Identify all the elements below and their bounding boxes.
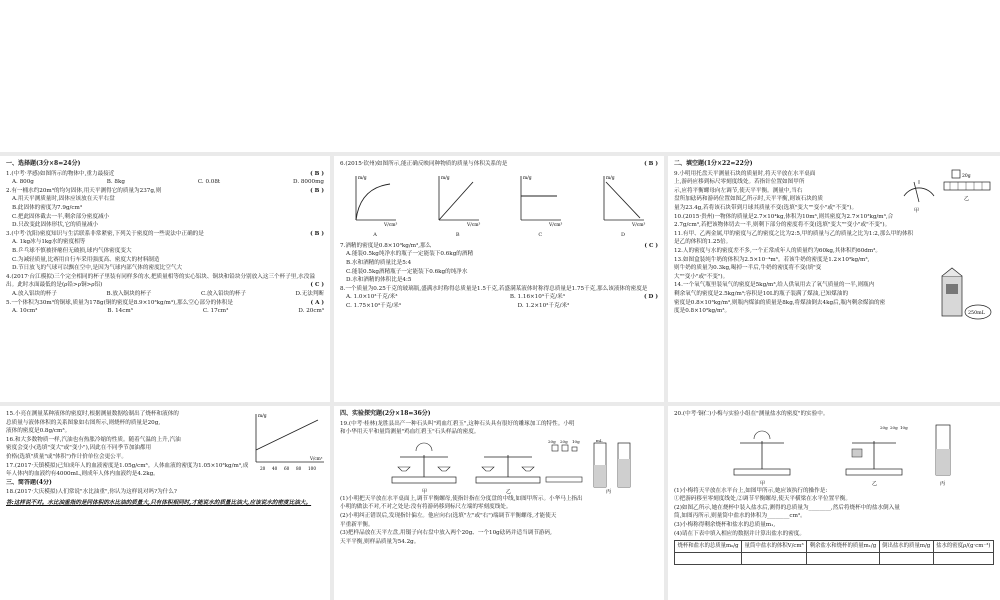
question-8-line-1: 8.一个质量为0.25千克的玻璃瓶,盛满水时称得总质量是1.5千克,若盛满某液体时称得总质量是1.75千克,那么该液体的密度是 ( D ) bbox=[340, 285, 658, 301]
q6-graph-row bbox=[340, 169, 658, 240]
svg-text:V/cm³: V/cm³ bbox=[549, 222, 563, 228]
balance-a bbox=[392, 443, 456, 495]
svg-text:V/cm³: V/cm³ bbox=[631, 222, 646, 228]
option-line: C.能装0.5kg酒精瓶子一定能装下0.6kg的纯净水 bbox=[346, 268, 468, 275]
svg-text:丙: 丙 bbox=[940, 480, 946, 487]
svg-text:m/g: m/g bbox=[605, 175, 615, 181]
question-stem: 1.(中考·孝感)如图所示的物体中,重力最接近 bbox=[6, 170, 115, 177]
question-8-options-1: A. 1.0×10³千克/米³ B. 1.16×10³千克/米³ bbox=[346, 294, 565, 301]
svg-text:20g: 20g bbox=[890, 424, 898, 430]
text-line: (3)把样品放在天平左盘,用镊子向右盘中放入两个20g、一个10g砝码并适当调节游码, bbox=[340, 530, 552, 537]
section-title: 一、选择题(3分×8=24分) bbox=[6, 160, 81, 167]
table-header: 倒出盐水的质量m/g bbox=[879, 541, 933, 553]
salt-water-figures bbox=[674, 419, 994, 487]
text-line: 15.小亮在测量某种液体的密度时,根据测量数据绘制出了烧杯和液体的 bbox=[6, 411, 179, 417]
data-table bbox=[674, 540, 994, 565]
option-line: D.只改变此固体形状,它的质量减小 bbox=[12, 222, 99, 229]
text-line: 18.(2017·大庆模拟)人们常说"水比油重",你认为这样说对吗?为什么? bbox=[6, 489, 177, 496]
text-line: 三、简答题(4分) bbox=[6, 478, 52, 486]
option: B. 8kg bbox=[106, 179, 125, 186]
question-3 bbox=[6, 230, 324, 239]
graph-d: m/g V/cm³ D bbox=[605, 175, 646, 239]
svg-text:60: 60 bbox=[284, 466, 290, 471]
svg-text:V/cm³: V/cm³ bbox=[384, 222, 398, 228]
svg-text:20g: 20g bbox=[962, 174, 971, 179]
option: B. 14cm³ bbox=[107, 308, 133, 315]
text-line: 大""变小"或"不变")。 bbox=[674, 273, 729, 280]
graduated-cylinders bbox=[594, 438, 630, 495]
text-line: 密度是0.8×10³kg/m³,则瓶内煤油的质量是8kg,将煤油倒去4kg后,瓶内剩余煤油的密 bbox=[674, 299, 886, 306]
text-line: 剩余氧气的密度是2.5kg/m³;容积是10L的瓶子装满了煤油,已知煤油的 bbox=[674, 290, 849, 297]
svg-text:m/g: m/g bbox=[523, 175, 532, 181]
text-line: 10.(2015·贵州)一物体的质量是2.7×10⁴kg,体积为10m³,则其密度为2.7×10³kg/m³,合 bbox=[674, 213, 894, 220]
text-line: 则牛奶的质量为0.3kg,喝掉一半后,牛奶的密度将不变(填"变 bbox=[674, 265, 822, 272]
text-line: 年人体内的血液约有4000mL,则成年人体内血液约是4.2kg。 bbox=[6, 471, 159, 478]
question-5 bbox=[6, 299, 324, 308]
svg-text:20: 20 bbox=[260, 466, 266, 471]
text-line: 上,游码应移到标尺零刻度线处。若指针位置如图甲所 bbox=[674, 179, 805, 186]
text-line: 价格(选填"质量"或"体积")作计价单位会更公平。 bbox=[6, 453, 127, 460]
option: C.放入铅块的杯子 bbox=[201, 290, 247, 297]
text-line: 盘所加砝码和游码位置如图乙所示时,天平平衡,则该石块的质 bbox=[674, 196, 823, 203]
text-line: 14.一个氧气瓶里装氧气的密度是5kg/m³,给人供氧用去了氧气质量的一半,则瓶内 bbox=[674, 282, 875, 289]
option: D. 8000mg bbox=[293, 179, 324, 186]
text-line: 密度会变小(选填"变大"或"变小"),因此在不同季节加油都用 bbox=[6, 445, 152, 452]
option-line: C.把此固体截去一半,剩余部分密度减小 bbox=[12, 213, 110, 220]
options-row bbox=[6, 307, 324, 316]
svg-text:m/g: m/g bbox=[358, 175, 367, 181]
table-cell[interactable] bbox=[807, 553, 880, 565]
svg-text:80: 80 bbox=[296, 466, 302, 471]
svg-text:100: 100 bbox=[308, 466, 316, 471]
question-stem: 4.(2017·台江模拟)三个完全相同的杯子里装有同样多的水,把质量相等的实心铝块、铜块和铅块分别放入这三个杯子里,水没溢出。此时水面最低的是(ρ铅>ρ铜>ρ铝) bbox=[6, 273, 315, 289]
option-line: C.为减轻质量,比赛用自行车采用强度高、密度大的材料制造 bbox=[12, 256, 160, 263]
text-line: 和小华用天平和量筒测量"鸡血红碧玉"石头样品的密度。 bbox=[340, 429, 480, 436]
question-6: 6.(2015·钦州)如图所示,能正确反映同种物质的质量与体积关系的是 ( B ) bbox=[340, 161, 658, 167]
option: B.放入铜块的杯子 bbox=[106, 290, 152, 297]
options-row bbox=[6, 178, 324, 187]
option: C. 17cm³ bbox=[202, 308, 229, 315]
balance-scale-figure bbox=[900, 168, 992, 214]
graph-b: m/g V/cm³ B bbox=[440, 175, 481, 239]
page-3 bbox=[668, 156, 1000, 402]
section-title: 四、实验探究题(2分×18=36分) bbox=[340, 410, 431, 417]
text-line: 11.有甲、乙两金属,甲的密度与乙的密度之比为2:5,甲的质量与乙的质量之比为1:2,那么甲的体积 bbox=[674, 230, 914, 237]
text-line: 量为23.4g,若将该石块带到月球其质量不变(选填"变大""变小"或"不变")。 bbox=[674, 204, 858, 211]
svg-text:m/g: m/g bbox=[440, 175, 450, 181]
table-header: 烧杯和盐水的总质量m₀/g bbox=[675, 541, 742, 553]
svg-text:乙: 乙 bbox=[872, 480, 878, 487]
option-line: A.能装0.5kg纯净水的瓶子一定能装下0.6kg的酒精 bbox=[346, 251, 474, 258]
answer-18: 答:这样说不对。水比油重指的是同体积的水比油的质量大,只有体积相同时,才能说水的质量比油大,应该说水的密度比油大。 bbox=[6, 499, 312, 506]
table-cell[interactable] bbox=[879, 553, 933, 565]
svg-text:10g: 10g bbox=[572, 438, 580, 444]
answer-mark: ( B ) bbox=[310, 187, 324, 194]
question-stem: 2.有一桶水约20m³的均匀固体,用天平测得它的质量为237g,则 bbox=[6, 187, 162, 194]
option: C. 0.08t bbox=[197, 179, 221, 186]
svg-text:甲: 甲 bbox=[760, 480, 766, 487]
svg-text:20g: 20g bbox=[548, 438, 556, 444]
svg-text:10g: 10g bbox=[900, 424, 908, 430]
text-line: (4)请在下表中填入相应的数据并计算出盐水的密度。 bbox=[674, 530, 805, 537]
experiment-figures bbox=[340, 437, 658, 495]
text-line: 小明的做法不对,不对之处是:没有将游码移到标尺左端的零刻度线处。 bbox=[340, 504, 512, 511]
option-line: B.乒乓球不慎被挤瘪但无破损,球内气体密度变大 bbox=[12, 247, 132, 254]
text-line: 天平平衡,则样品质量为54.2g。 bbox=[340, 538, 420, 545]
option-line: D.节日放飞的气球可以飘在空中,是因为气球内部气体的密度比空气大 bbox=[12, 265, 183, 272]
text-line: 总质量与液体体积的关系图象如右图所示,则烧杯的质量是20g, bbox=[6, 419, 161, 426]
option-line: D.水和酒精的体积比是4:5 bbox=[346, 277, 412, 284]
question-8-options-2: C. 1.75×10³千克/米³ D. 1.2×10³千克/米³ bbox=[346, 302, 570, 309]
table-cell[interactable] bbox=[675, 553, 742, 565]
svg-text:250mL: 250mL bbox=[968, 311, 985, 316]
option: A. 10cm³ bbox=[12, 308, 38, 315]
page-5 bbox=[334, 406, 664, 600]
answer-mark: ( A ) bbox=[310, 299, 324, 306]
question-stem: 3.(中考·沈阳)密度知识与生活联系非常紧密,下列关于密度的一些说法中正确的是 bbox=[6, 230, 204, 237]
question-stem: 5.一个体积为30m³的铜球,质量为178g(铜的密度是8.9×10³kg/m³),那么空心部分的体积是 bbox=[6, 299, 233, 306]
table-cell[interactable] bbox=[742, 553, 807, 565]
option-line: B.此固体的密度为7.9g/cm³ bbox=[12, 204, 83, 211]
svg-text:甲: 甲 bbox=[422, 488, 428, 495]
text-line: 2.7g/cm³,若把该物体切去一半,则剩下部分的密度将不变(选填"变大""变小"或"不变")。 bbox=[674, 222, 891, 229]
text-line: 9.小明用托盘天平测量石块的质量时,将天平放在水平桌面 bbox=[674, 170, 816, 177]
text-line: 16.和大多数物质一样,汽油也有热胀冷缩的性质。随着气温的上升,汽油 bbox=[6, 436, 181, 443]
question-2 bbox=[6, 187, 324, 196]
svg-text:乙: 乙 bbox=[506, 488, 512, 495]
graph-a: m/g V/cm³ A bbox=[358, 175, 398, 239]
svg-text:丙: 丙 bbox=[606, 488, 612, 495]
svg-text:m/g: m/g bbox=[258, 414, 267, 419]
text-line: 平重新平衡。 bbox=[340, 521, 374, 528]
text-line: 12.人的密度与水的密度差不多,一个正常成年人的质量约为60kg,其体积约60dm³。 bbox=[674, 247, 882, 254]
table-header: 剩余盐水和烧杯的质量m₁/g bbox=[807, 541, 880, 553]
svg-text:20g: 20g bbox=[880, 424, 888, 430]
svg-text:40: 40 bbox=[272, 466, 278, 471]
option: A. 800g bbox=[12, 179, 34, 186]
option: D. 20cm³ bbox=[298, 308, 324, 315]
text-line: 示,应将平衡螺母向左调节,使天平平衡。测量中,当右 bbox=[674, 187, 803, 194]
option-line: B.水和酒精的质量比是5:4 bbox=[346, 259, 412, 266]
text-line: (2)小明纠正错误后,发现指针偏左。他应向右(选填"左"或"右")端调节平衡螺母,才能使天 bbox=[340, 512, 557, 519]
answer-mark: ( B ) bbox=[310, 230, 324, 237]
svg-text:甲: 甲 bbox=[914, 208, 920, 214]
mass-volume-graph bbox=[248, 410, 328, 474]
options-row bbox=[6, 290, 324, 299]
svg-text:V/cm³: V/cm³ bbox=[310, 456, 323, 461]
svg-text:20g: 20g bbox=[560, 438, 568, 444]
page-6 bbox=[668, 406, 1000, 600]
question-1 bbox=[6, 170, 324, 179]
option-line: A.用天平测质量时,固体应该放在天平右盘 bbox=[12, 196, 115, 203]
page-1 bbox=[0, 156, 330, 402]
text-line: 筒,如图丙所示,则量筒中盐水的体积为________cm³。 bbox=[674, 513, 806, 520]
balance-b bbox=[476, 455, 540, 495]
page-2 bbox=[334, 156, 664, 402]
top-blank-area bbox=[0, 0, 1000, 152]
section-title: 二、填空题(1分×22=22分) bbox=[674, 160, 753, 167]
text-line: 19.(中考·桂林)龙胜县出产一种石头叫"鸡血红碧玉",这种石头具有很好的雕琢加工的特性。小明 bbox=[340, 420, 575, 427]
text-line: (2)如图乙所示,她在烧杯中装入盐水后,测得的总质量为________,然后将烧杯中的盐水倒入量 bbox=[674, 504, 900, 511]
option-line: A. 1kg冰与1kg水的密度相等 bbox=[12, 239, 86, 246]
text-line: ①把游码移至零刻度线处,②调节平衡螺母,使天平横梁在水平位置平衡。 bbox=[674, 496, 851, 503]
svg-text:乙: 乙 bbox=[964, 196, 970, 202]
question-4 bbox=[6, 273, 324, 290]
text-line: 度是0.8×10³kg/m³。 bbox=[674, 308, 731, 315]
text-line: 液体的密度是0.8g/cm³。 bbox=[6, 428, 71, 435]
svg-text:mL: mL bbox=[596, 437, 603, 443]
text-line: 13.如图盒装纯牛奶的体积为2.5×10⁻⁴m³。若该牛奶的密度是1.2×10³kg/m³, bbox=[674, 256, 870, 263]
text-line: (3)小梅称得剩余烧杯和盐水的总质量m₁, bbox=[674, 521, 776, 528]
text-line: 是乙的体积的1.25倍。 bbox=[674, 239, 732, 246]
text-line: (1)小明把天平放在水平桌面上,调节平衡螺母,使指针指在分度盘的中线,如图甲所示。小华马上指出 bbox=[340, 495, 583, 502]
answer-mark: ( C ) bbox=[310, 282, 324, 289]
table-header: 量筒中盐水的体积V/cm³ bbox=[742, 541, 807, 553]
milk-carton-figure bbox=[940, 266, 992, 328]
question-20-title: 20.(中考·铜仁)小梅与实验小组在"测量盐水的密度"的实验中。 bbox=[674, 411, 829, 417]
svg-text:V/cm³: V/cm³ bbox=[466, 222, 481, 228]
answer-mark: ( B ) bbox=[310, 170, 324, 177]
weights bbox=[546, 439, 582, 482]
table-header: 盐水的密度ρ/(g·cm⁻³) bbox=[933, 541, 993, 553]
page-4 bbox=[0, 406, 330, 600]
graph-c: m/g V/cm³ C bbox=[523, 175, 563, 239]
text-line: 17.(2017·天镇模拟)已知成年人的血液密度是1.05g/cm³。人体血液的密度为1.05×10³kg/m³,成 bbox=[6, 462, 249, 469]
option: A.放入铝块的杯子 bbox=[12, 290, 57, 297]
question-7: 7.酒精的密度是0.8×10³kg/m³,那么 ( C ) bbox=[340, 242, 658, 249]
table-cell[interactable] bbox=[933, 553, 993, 565]
text-line: (1)小梅将天平放在水平台上,如图甲所示,她应该执行的操作是: bbox=[674, 487, 828, 494]
option: D.无法判断 bbox=[295, 290, 324, 297]
